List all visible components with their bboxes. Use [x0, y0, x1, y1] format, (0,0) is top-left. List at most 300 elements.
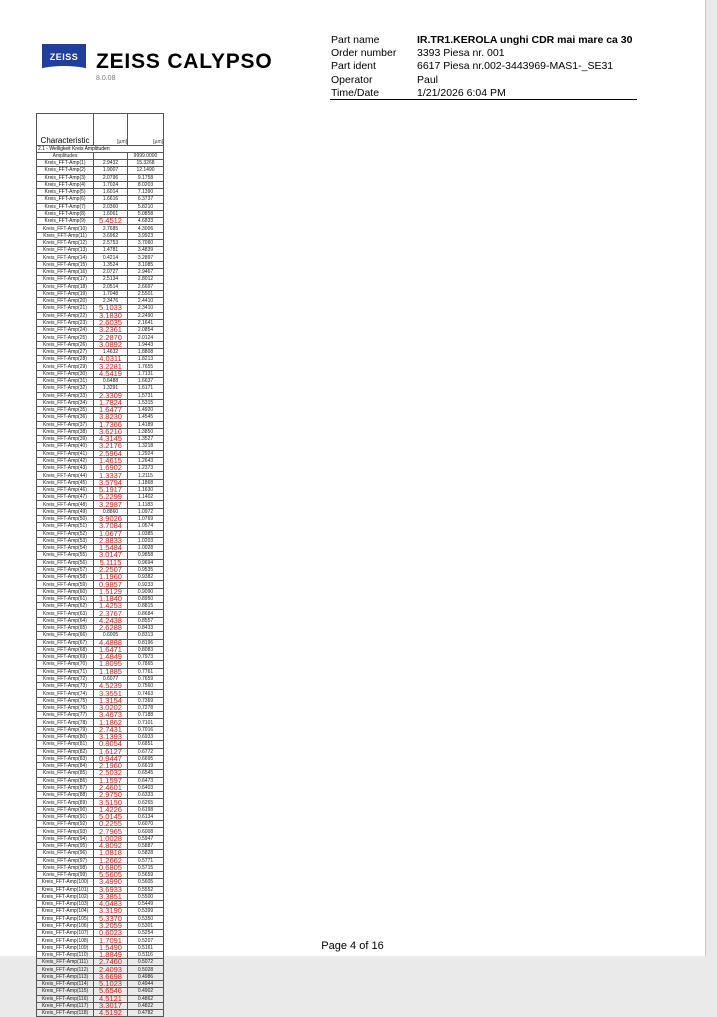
measured-value: 1.4849: [94, 654, 128, 661]
tolerance-value: 0.5350: [128, 915, 164, 922]
characteristic-name: Kreis_FFT-Amp(116): [37, 995, 94, 1002]
tolerance-value: 1.2924: [128, 450, 164, 457]
measured-value: 2.7431: [94, 726, 128, 733]
measured-value: 5.1917: [94, 486, 128, 493]
characteristic-name: Kreis_FFT-Amp(108): [37, 937, 94, 944]
subhead-tolerance: 9999.0000: [128, 153, 164, 160]
measured-value: 1.8849: [94, 951, 128, 958]
characteristic-name: Kreis_FFT-Amp(35): [37, 407, 94, 414]
info-label: Time/Date: [331, 86, 380, 99]
characteristic-name: Kreis_FFT-Amp(68): [37, 646, 94, 653]
table-row: [37, 719, 164, 726]
measured-value: 3.2987: [94, 501, 128, 508]
characteristic-name: Kreis_FFT-Amp(47): [37, 494, 94, 501]
measured-value: 2.4093: [94, 966, 128, 973]
tolerance-value: 0.6070: [128, 821, 164, 828]
table-row: [37, 973, 164, 980]
table-row: [37, 479, 164, 486]
characteristics-table: [36, 113, 164, 1017]
table-row: [37, 922, 164, 929]
table-row: [37, 864, 164, 871]
characteristic-name: Kreis_FFT-Amp(104): [37, 908, 94, 915]
table-row: [37, 443, 164, 450]
table-row: [37, 755, 164, 762]
table-row: [37, 450, 164, 457]
table-row: [37, 327, 164, 334]
characteristic-name: Kreis_FFT-Amp(93): [37, 828, 94, 835]
table-row: [37, 399, 164, 406]
table-row: [37, 632, 164, 639]
tolerance-value: 1.4545: [128, 414, 164, 421]
tolerance-value: 1.0028: [128, 545, 164, 552]
measured-value: 1.6127: [94, 748, 128, 755]
characteristic-name: Kreis_FFT-Amp(28): [37, 356, 94, 363]
tolerance-value: 12.1490: [128, 167, 164, 174]
characteristic-name: Kreis_FFT-Amp(12): [37, 239, 94, 246]
characteristic-name: Kreis_FFT-Amp(38): [37, 428, 94, 435]
table-row: [37, 494, 164, 501]
characteristic-name: Kreis_FFT-Amp(2): [37, 167, 94, 174]
tolerance-value: 0.6198: [128, 806, 164, 813]
characteristic-name: Kreis_FFT-Amp(42): [37, 457, 94, 464]
characteristic-name: Kreis_FFT-Amp(81): [37, 741, 94, 748]
characteristic-name: Kreis_FFT-Amp(96): [37, 850, 94, 857]
tolerance-value: 0.7865: [128, 661, 164, 668]
table-row: [37, 486, 164, 493]
characteristic-name: Kreis_FFT-Amp(26): [37, 341, 94, 348]
tolerance-value: 0.5828: [128, 850, 164, 857]
table-row: [37, 748, 164, 755]
characteristic-name: Kreis_FFT-Amp(6): [37, 196, 94, 203]
tolerance-value: 0.7560: [128, 683, 164, 690]
characteristic-name: Kreis_FFT-Amp(62): [37, 603, 94, 610]
table-row: [37, 254, 164, 261]
tolerance-value: 0.7659: [128, 675, 164, 682]
tolerance-value: 0.6008: [128, 828, 164, 835]
measured-value: 2.5134: [94, 276, 128, 283]
tolerance-value: 4.3006: [128, 225, 164, 232]
measured-value: 2.8833: [94, 537, 128, 544]
table-row: [37, 893, 164, 900]
measured-value: 0.6488: [94, 377, 128, 384]
measured-value: 1.1885: [94, 668, 128, 675]
tolerance-value: 0.6695: [128, 755, 164, 762]
measured-value: 1.6477: [94, 407, 128, 414]
table-row: [37, 763, 164, 770]
tolerance-value: 0.4862: [128, 995, 164, 1002]
measured-value: 5.3370: [94, 915, 128, 922]
tolerance-value: 0.5116: [128, 951, 164, 958]
measured-value: 1.6616: [94, 196, 128, 203]
tolerance-value: 0.5500: [128, 893, 164, 900]
table-row: [37, 290, 164, 297]
tolerance-value: 0.5207: [128, 937, 164, 944]
tolerance-value: 0.5605: [128, 879, 164, 886]
table-row: [37, 675, 164, 682]
tolerance-value: 0.6545: [128, 770, 164, 777]
measured-value: 0.9857: [94, 581, 128, 588]
measured-value: 2.2507: [94, 566, 128, 573]
characteristic-name: Kreis_FFT-Amp(65): [37, 625, 94, 632]
tolerance-value: 2.3410: [128, 305, 164, 312]
table-row: [37, 654, 164, 661]
characteristic-name: Kreis_FFT-Amp(10): [37, 225, 94, 232]
measured-value: 1.0818: [94, 850, 128, 857]
characteristic-name: Kreis_FFT-Amp(34): [37, 399, 94, 406]
characteristic-name: Kreis_FFT-Amp(1): [37, 160, 94, 167]
measured-value: 2.1960: [94, 763, 128, 770]
table-row: [37, 348, 164, 355]
table-row: [37, 218, 164, 225]
table-row: [37, 181, 164, 188]
tolerance-value: 1.3527: [128, 436, 164, 443]
characteristic-name: Kreis_FFT-Amp(46): [37, 486, 94, 493]
tolerance-value: 0.4902: [128, 988, 164, 995]
table-row: [37, 472, 164, 479]
measured-value: 3.3551: [94, 690, 128, 697]
measured-value: 2.2870: [94, 334, 128, 341]
characteristic-name: Kreis_FFT-Amp(74): [37, 690, 94, 697]
tolerance-value: 2.8012: [128, 276, 164, 283]
tolerance-value: 0.5715: [128, 864, 164, 871]
table-row: [37, 232, 164, 239]
measured-value: 1.3154: [94, 697, 128, 704]
characteristic-name: Kreis_FFT-Amp(31): [37, 377, 94, 384]
info-row: [331, 87, 633, 100]
table-row: [37, 225, 164, 232]
characteristic-name: Kreis_FFT-Amp(45): [37, 479, 94, 486]
tolerance-value: 0.8815: [128, 603, 164, 610]
measured-value: 4.0311: [94, 356, 128, 363]
characteristic-name: Kreis_FFT-Amp(84): [37, 763, 94, 770]
measured-value: 3.3851: [94, 893, 128, 900]
tolerance-value: 0.7973: [128, 654, 164, 661]
zeiss-logo-swoosh: [42, 66, 86, 72]
characteristic-name: Kreis_FFT-Amp(80): [37, 733, 94, 740]
tolerance-value: 1.2115: [128, 472, 164, 479]
tolerance-value: 5.0858: [128, 210, 164, 217]
table-row: [37, 385, 164, 392]
table-row: [37, 501, 164, 508]
table-row: [37, 196, 164, 203]
measured-value: 2.0514: [94, 283, 128, 290]
table-row: [37, 625, 164, 632]
measured-value: 2.3476: [94, 298, 128, 305]
measured-value: 3.9026: [94, 516, 128, 523]
info-value: Paul: [417, 73, 439, 86]
table-row: [37, 588, 164, 595]
table-row: [37, 1010, 164, 1017]
characteristic-name: Kreis_FFT-Amp(14): [37, 254, 94, 261]
tolerance-value: 2.1641: [128, 319, 164, 326]
measured-value: 5.0145: [94, 813, 128, 820]
tolerance-value: 0.6933: [128, 733, 164, 740]
characteristic-name: Kreis_FFT-Amp(88): [37, 792, 94, 799]
measured-value: 3.4990: [94, 879, 128, 886]
characteristic-name: Kreis_FFT-Amp(21): [37, 305, 94, 312]
measured-value: 4.5121: [94, 995, 128, 1002]
tolerance-value: 0.4822: [128, 1002, 164, 1009]
tolerance-value: 0.6619: [128, 763, 164, 770]
characteristic-name: Kreis_FFT-Amp(51): [37, 523, 94, 530]
measured-value: 5.6546: [94, 988, 128, 995]
measured-value: 1.8095: [94, 661, 128, 668]
measured-value: 3.5150: [94, 799, 128, 806]
characteristic-name: Kreis_FFT-Amp(99): [37, 872, 94, 879]
table-row: [37, 160, 164, 167]
tolerance-value: 1.4920: [128, 407, 164, 414]
characteristic-name: Kreis_FFT-Amp(113): [37, 973, 94, 980]
table-row: [37, 668, 164, 675]
table-row: [37, 930, 164, 937]
tolerance-value: 1.8808: [128, 348, 164, 355]
subhead-measured: [94, 153, 128, 160]
tolerance-value: 1.1630: [128, 486, 164, 493]
characteristic-name: Kreis_FFT-Amp(109): [37, 944, 94, 951]
measured-value: 1.1960: [94, 574, 128, 581]
measured-value: 1.4632: [94, 348, 128, 355]
characteristic-name: Kreis_FFT-Amp(89): [37, 799, 94, 806]
measured-value: 1.7048: [94, 290, 128, 297]
measured-value: 1.1840: [94, 595, 128, 602]
table-row: [37, 239, 164, 246]
table-row: [37, 704, 164, 711]
table-row: [37, 559, 164, 566]
measured-value: 4.5419: [94, 370, 128, 377]
table-row: [37, 842, 164, 849]
table-row: [37, 639, 164, 646]
measured-value: 3.4673: [94, 712, 128, 719]
table-row: [37, 319, 164, 326]
tolerance-value: 1.2373: [128, 465, 164, 472]
subhead-row: [37, 153, 164, 160]
header-unit-tolerance: [µm]: [128, 114, 164, 146]
tolerance-value: 1.5315: [128, 399, 164, 406]
table-row: [37, 879, 164, 886]
tolerance-value: 1.6171: [128, 385, 164, 392]
measured-value: 1.0677: [94, 530, 128, 537]
table-row: [37, 436, 164, 443]
table-row: [37, 268, 164, 275]
characteristic-name: Kreis_FFT-Amp(23): [37, 319, 94, 326]
measured-value: 3.1393: [94, 733, 128, 740]
measured-value: 3.5794: [94, 479, 128, 486]
measured-value: 5.4512: [94, 218, 128, 225]
measured-value: 3.2361: [94, 327, 128, 334]
tolerance-value: 0.8684: [128, 610, 164, 617]
measured-value: 1.0028: [94, 835, 128, 842]
characteristic-name: Kreis_FFT-Amp(97): [37, 857, 94, 864]
table-row: [37, 414, 164, 421]
tolerance-value: 1.3850: [128, 428, 164, 435]
tolerance-value: 0.7101: [128, 719, 164, 726]
measured-value: 1.9007: [94, 167, 128, 174]
measured-value: 5.5605: [94, 872, 128, 879]
tolerance-value: 3.4839: [128, 247, 164, 254]
tolerance-value: 0.4782: [128, 1010, 164, 1017]
table-row: [37, 821, 164, 828]
measured-value: 1.1597: [94, 777, 128, 784]
info-value: 1/21/2026 6:04 PM: [417, 86, 506, 99]
info-label: Order number: [331, 47, 397, 60]
tolerance-value: 0.6333: [128, 792, 164, 799]
table-row: [37, 363, 164, 370]
table-row: [37, 828, 164, 835]
tolerance-value: 1.1183: [128, 501, 164, 508]
measured-value: 2.5753: [94, 239, 128, 246]
tolerance-value: 1.1402: [128, 494, 164, 501]
characteristic-name: Kreis_FFT-Amp(61): [37, 595, 94, 602]
tolerance-value: 1.6637: [128, 377, 164, 384]
characteristic-name: Kreis_FFT-Amp(79): [37, 726, 94, 733]
table-row: [37, 1002, 164, 1009]
tolerance-value: 1.0574: [128, 523, 164, 530]
measured-value: 0.6805: [94, 864, 128, 871]
tolerance-value: 1.1868: [128, 479, 164, 486]
characteristic-name: Kreis_FFT-Amp(36): [37, 414, 94, 421]
table-row: [37, 370, 164, 377]
measured-value: 5.1023: [94, 981, 128, 988]
tolerance-value: 4.6833: [128, 218, 164, 225]
characteristic-name: Kreis_FFT-Amp(69): [37, 654, 94, 661]
table-row: [37, 334, 164, 341]
characteristic-name: Kreis_FFT-Amp(22): [37, 312, 94, 319]
tolerance-value: 1.4189: [128, 421, 164, 428]
characteristic-name: Kreis_FFT-Amp(11): [37, 232, 94, 239]
tolerance-value: 0.7278: [128, 704, 164, 711]
tolerance-value: 0.7188: [128, 712, 164, 719]
characteristic-name: Kreis_FFT-Amp(17): [37, 276, 94, 283]
tolerance-value: 0.6772: [128, 748, 164, 755]
table-row: [37, 857, 164, 864]
characteristic-name: Kreis_FFT-Amp(95): [37, 842, 94, 849]
table-row: [37, 574, 164, 581]
characteristic-name: Kreis_FFT-Amp(41): [37, 450, 94, 457]
tolerance-value: 0.5254: [128, 930, 164, 937]
measured-value: 2.9432: [94, 160, 128, 167]
tolerance-value: 2.5501: [128, 290, 164, 297]
info-row: [331, 60, 633, 73]
table-row: [37, 392, 164, 399]
info-value: IR.TR1.KEROLA unghi CDR mai mare ca 30: [417, 34, 633, 46]
measured-value: 2.5032: [94, 770, 128, 777]
table-row: [37, 174, 164, 181]
measured-value: 2.3767: [94, 610, 128, 617]
table-row: [37, 741, 164, 748]
characteristic-name: Kreis_FFT-Amp(33): [37, 392, 94, 399]
tolerance-value: 6.3737: [128, 196, 164, 203]
table-row: [37, 959, 164, 966]
tolerance-value: 0.5947: [128, 835, 164, 842]
tolerance-value: 0.5301: [128, 922, 164, 929]
table-row: [37, 610, 164, 617]
info-row: [331, 74, 633, 87]
tolerance-value: 1.8213: [128, 356, 164, 363]
measured-value: 0.9447: [94, 755, 128, 762]
tolerance-value: 0.5771: [128, 857, 164, 864]
characteristic-name: Kreis_FFT-Amp(4): [37, 181, 94, 188]
table-row: [37, 712, 164, 719]
characteristic-name: Kreis_FFT-Amp(118): [37, 1010, 94, 1017]
characteristic-name: Kreis_FFT-Amp(19): [37, 290, 94, 297]
table-row: [37, 784, 164, 791]
table-row: [37, 726, 164, 733]
tolerance-value: 0.5659: [128, 872, 164, 879]
characteristic-name: Kreis_FFT-Amp(39): [37, 436, 94, 443]
tolerance-value: 0.5552: [128, 886, 164, 893]
brand-title: ZEISS CALYPSO: [96, 50, 273, 73]
table-row: [37, 210, 164, 217]
table-row: [37, 908, 164, 915]
tolerance-value: 0.8557: [128, 617, 164, 624]
characteristic-name: Kreis_FFT-Amp(5): [37, 189, 94, 196]
table-row: [37, 770, 164, 777]
characteristic-name: Kreis_FFT-Amp(54): [37, 545, 94, 552]
tolerance-value: 0.6265: [128, 799, 164, 806]
measured-value: 1.2662: [94, 857, 128, 864]
measured-value: 5.2299: [94, 494, 128, 501]
tolerance-value: 0.7369: [128, 697, 164, 704]
tolerance-value: 0.6403: [128, 784, 164, 791]
measured-value: 4.2438: [94, 617, 128, 624]
characteristic-name: Kreis_FFT-Amp(57): [37, 566, 94, 573]
measured-value: 4.0483: [94, 901, 128, 908]
table-row: [37, 276, 164, 283]
table-row: [37, 566, 164, 573]
characteristic-name: Kreis_FFT-Amp(24): [37, 327, 94, 334]
measured-value: 1.6902: [94, 465, 128, 472]
characteristic-name: Kreis_FFT-Amp(77): [37, 712, 94, 719]
characteristic-name: Kreis_FFT-Amp(49): [37, 508, 94, 515]
characteristic-name: Kreis_FFT-Amp(112): [37, 966, 94, 973]
measured-value: 4.8092: [94, 842, 128, 849]
characteristic-name: Kreis_FFT-Amp(92): [37, 821, 94, 828]
table-row: [37, 305, 164, 312]
measured-value: 2.6288: [94, 625, 128, 632]
table-row: [37, 537, 164, 544]
tolerance-value: 0.9382: [128, 574, 164, 581]
tolerance-value: 2.0124: [128, 334, 164, 341]
measured-value: 3.2176: [94, 443, 128, 450]
measured-value: 1.4253: [94, 603, 128, 610]
measured-value: 0.6077: [94, 675, 128, 682]
tolerance-value: 0.9694: [128, 559, 164, 566]
subhead-name: Amplitudes: [37, 153, 94, 160]
page-number: Page 4 of 16: [321, 940, 384, 952]
characteristic-name: Kreis_FFT-Amp(105): [37, 915, 94, 922]
table-row: [37, 951, 164, 958]
table-header-row: [37, 114, 164, 146]
info-label: Part ident: [331, 60, 376, 73]
table-row: [37, 283, 164, 290]
measured-value: 4.5192: [94, 1010, 128, 1017]
characteristic-name: Kreis_FFT-Amp(32): [37, 385, 94, 392]
tolerance-value: 8.0203: [128, 181, 164, 188]
characteristic-name: Kreis_FFT-Amp(63): [37, 610, 94, 617]
characteristic-name: Kreis_FFT-Amp(29): [37, 363, 94, 370]
characteristic-name: Kreis_FFT-Amp(20): [37, 298, 94, 305]
measured-value: 3.3190: [94, 908, 128, 915]
measured-value: 3.6962: [94, 232, 128, 239]
tolerance-value: 0.5072: [128, 959, 164, 966]
table-row: [37, 312, 164, 319]
table-row: [37, 428, 164, 435]
tolerance-value: 0.5449: [128, 901, 164, 908]
tolerance-value: 0.8950: [128, 595, 164, 602]
characteristic-name: Kreis_FFT-Amp(106): [37, 922, 94, 929]
characteristic-name: Kreis_FFT-Amp(13): [37, 247, 94, 254]
table-row: [37, 203, 164, 210]
